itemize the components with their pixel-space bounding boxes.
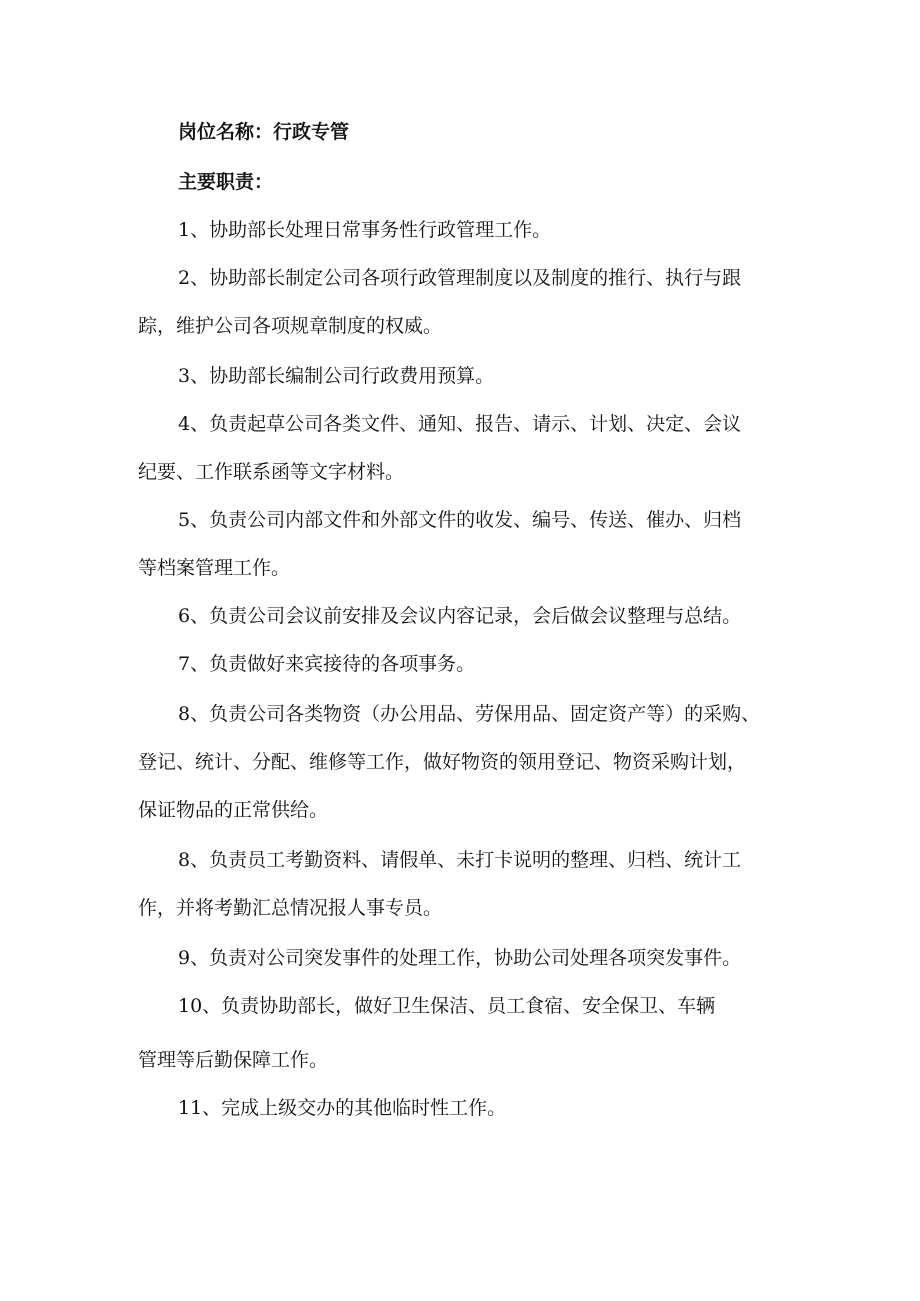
duty-item-7 [138,640,788,688]
duty-line: 保证物品的正常供给。 [138,799,329,821]
duty-line: 10、负责协助部长，做好卫生保洁、员工食宿、安全保卫、车辆 [178,995,716,1017]
duties-heading: 主要职责： [178,171,274,193]
duty-line: 作，并将考勤汇总情况报人事专员。 [138,897,443,919]
duty-item-9 [138,934,788,982]
duty-line: 7、负责做好来宾接待的各项事务。 [178,653,476,675]
position-title-block [138,108,788,156]
duty-item-8b [138,836,788,932]
duty-item-10-continued [138,1036,788,1084]
duty-line: 11、完成上级交办的其他临时性工作。 [178,1097,507,1119]
duty-line: 3、协助部长编制公司行政费用预算。 [178,365,495,387]
duty-line: 管理等后勤保障工作。 [138,1049,329,1071]
duty-item-5 [138,496,788,592]
duty-item-11 [138,1084,788,1132]
duty-line: 1、协助部长处理日常事务性行政管理工作。 [178,219,552,241]
duty-item-2 [138,254,788,350]
duty-line: 纪要、工作联系函等文字材料。 [138,461,405,483]
duty-item-10 [138,982,788,1030]
duty-item-1 [138,206,788,254]
duties-heading-block [138,158,788,206]
duty-line: 6、负责公司会议前安排及会议内容记录，会后做会议整理与总结。 [178,605,742,627]
duty-item-4 [138,400,788,496]
duty-item-8a [138,690,788,834]
duty-line: 登记、统计、分配、维修等工作，做好物资的领用登记、物资采购计划， [138,751,747,773]
duty-line: 8、负责员工考勤资料、请假单、未打卡说明的整理、归档、统计工 [178,849,742,871]
duty-line: 踪，维护公司各项规章制度的权威。 [138,315,443,337]
duty-line: 5、负责公司内部文件和外部文件的收发、编号、传送、催办、归档 [178,509,742,531]
duty-line: 2、协助部长制定公司各项行政管理制度以及制度的推行、执行与跟 [178,267,742,289]
duty-line: 8、负责公司各类物资（办公用品、劳保用品、固定资产等）的采购、 [178,703,761,725]
duty-item-6 [138,592,788,640]
duty-line: 等档案管理工作。 [138,557,291,579]
position-title: 岗位名称：行政专管 [178,121,350,143]
duty-item-3 [138,352,788,400]
duty-line: 4、负责起草公司各类文件、通知、报告、请示、计划、决定、会议 [178,413,742,435]
duty-line: 9、负责对公司突发事件的处理工作，协助公司处理各项突发事件。 [178,947,742,969]
